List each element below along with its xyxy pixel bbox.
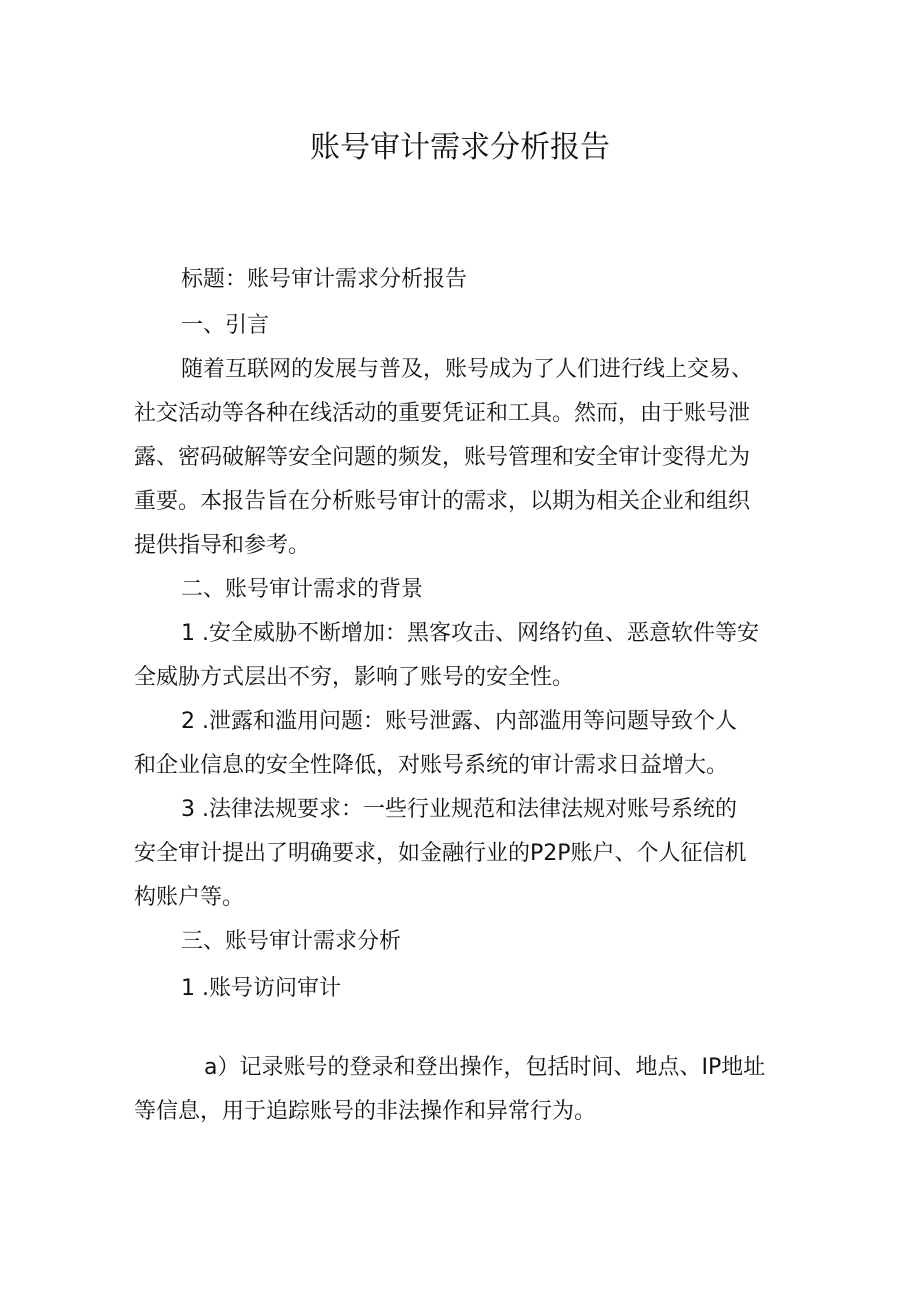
- list-item-line: 全威胁方式层出不穷，影响了账号的安全性。: [134, 665, 575, 690]
- list-item-line: 3 .法律法规要求：一些行业规范和法律法规对账号系统的: [181, 797, 737, 822]
- list-item-line: 2 .泄露和滥用问题：账号泄露、内部滥用等问题导致个人: [181, 709, 737, 734]
- list-item-line: 安全审计提出了明确要求，如金融行业的P2P账户、个人征信机: [134, 841, 747, 866]
- paragraph-line: a）记录账号的登录和登出操作，包括时间、地点、IP地址: [204, 1055, 766, 1080]
- paragraph-line: 随着互联网的发展与普及，账号成为了人们进行线上交易、: [181, 357, 754, 382]
- subsection-heading: 1 .账号访问审计: [181, 976, 341, 1001]
- paragraph-line: 等信息，用于追踪账号的非法操作和异常行为。: [134, 1099, 597, 1124]
- document-title: 账号审计需求分析报告: [310, 130, 610, 165]
- paragraph-line: 提供指导和参考。: [134, 533, 311, 558]
- subtitle-line: 标题：账号审计需求分析报告: [181, 267, 468, 292]
- section-heading-intro: 一、引言: [181, 313, 270, 338]
- section-heading-analysis: 三、账号审计需求分析: [181, 929, 402, 954]
- list-item-line: 和企业信息的安全性降低，对账号系统的审计需求日益增大。: [134, 753, 729, 778]
- paragraph-line: 露、密码破解等安全问题的频发，账号管理和安全审计变得尤为: [134, 445, 751, 470]
- paragraph-line: 重要。本报告旨在分析账号审计的需求，以期为相关企业和组织: [134, 489, 751, 514]
- list-item-line: 1 .安全威胁不断增加：黑客攻击、网络钓鱼、恶意软件等安: [181, 621, 759, 646]
- section-heading-background: 二、账号审计需求的背景: [181, 577, 424, 602]
- list-item-line: 构账户等。: [134, 885, 245, 910]
- paragraph-line: 社交活动等各种在线活动的重要凭证和工具。然而，由于账号泄: [134, 401, 751, 426]
